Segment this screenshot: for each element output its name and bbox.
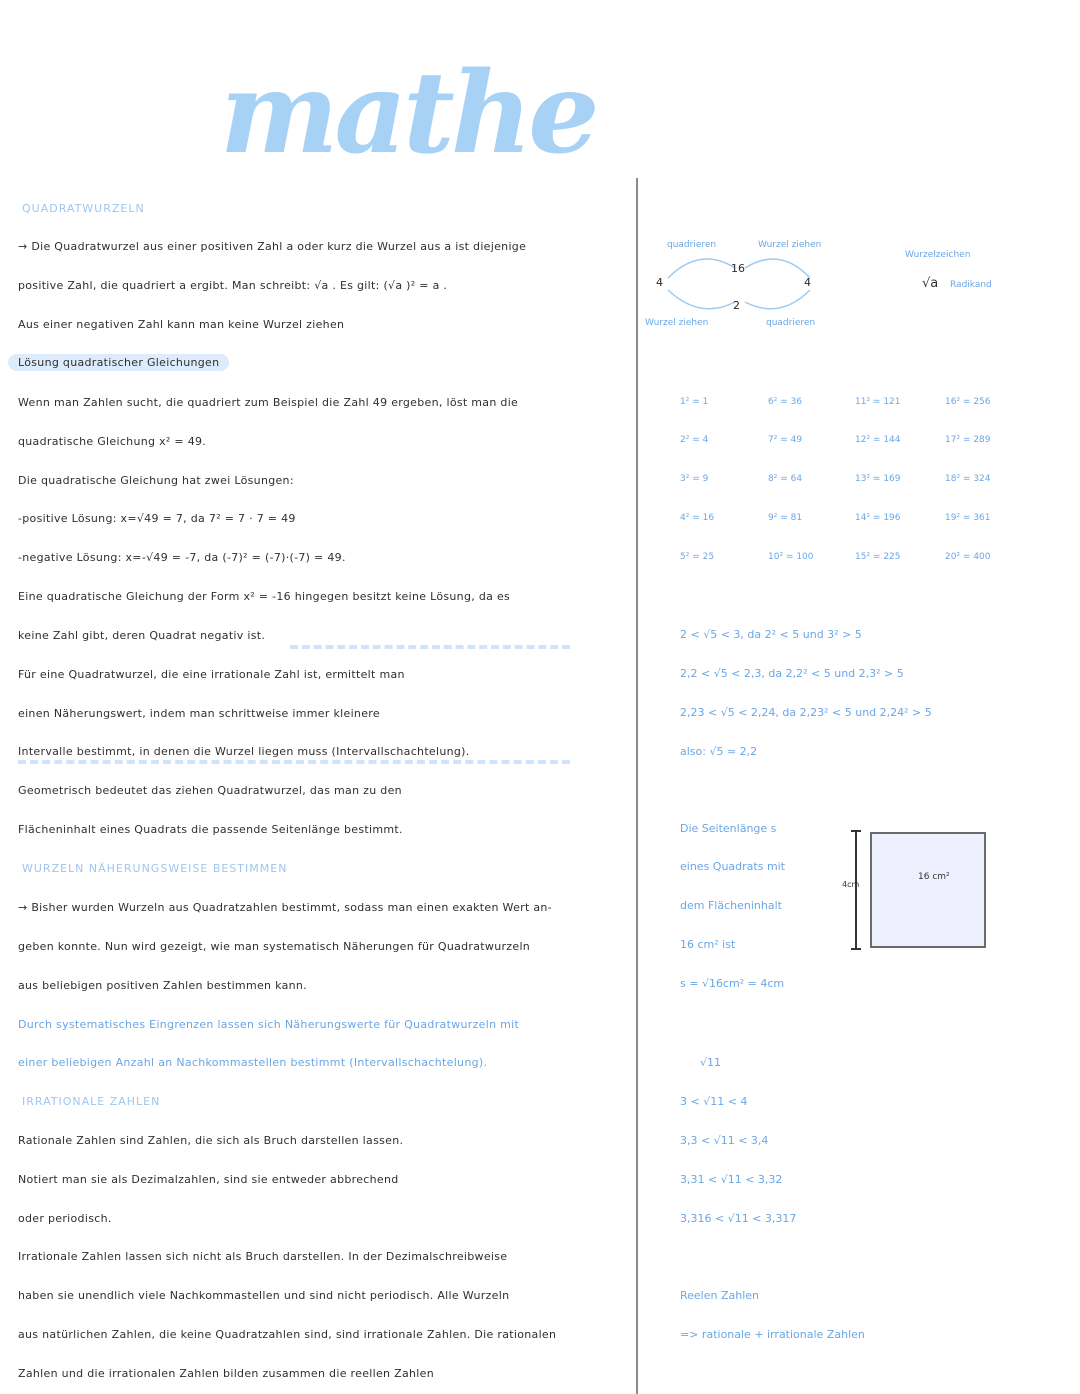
square-cell: 17² = 289 bbox=[945, 435, 991, 445]
text-line: Geometrisch bedeutet das ziehen Quadratwurzel, das man zu den bbox=[18, 784, 402, 797]
dashed-underline bbox=[290, 645, 570, 649]
page-title: mathe bbox=[220, 48, 596, 179]
reelle-zahlen-text: => rationale + irrationale Zahlen bbox=[680, 1328, 865, 1341]
label-wurzel-ziehen: Wurzel ziehen bbox=[758, 240, 822, 250]
square-cell: 3² = 9 bbox=[680, 474, 709, 484]
arrow-curve-top-right bbox=[745, 259, 810, 278]
text-line: aus natürlichen Zahlen, die keine Quadratzahlen sind, sind irrationale Zahlen. Die rationalen bbox=[18, 1328, 557, 1341]
text-line: oder periodisch. bbox=[18, 1212, 112, 1225]
text-line: Intervalle bestimmt, in denen die Wurzel liegen muss (Intervallschachtelung). bbox=[18, 745, 470, 758]
square-cell: 5² = 25 bbox=[680, 552, 715, 562]
text-line: Die quadratische Gleichung hat zwei Lösungen: bbox=[18, 474, 294, 487]
sqrt11-line: √11 bbox=[700, 1056, 722, 1069]
side-text: dem Flächeninhalt bbox=[680, 899, 782, 912]
label-radikand: Radikand bbox=[950, 280, 992, 290]
text-line: -positive Lösung: x=√49 = 7, da 7² = 7 · 7 = 49 bbox=[18, 512, 296, 525]
text-line: positive Zahl, die quadriert a ergibt. Man schreibt: √a . Es gilt: (√a )² = a . bbox=[18, 279, 448, 292]
arrow-curve-bottom-right bbox=[745, 290, 810, 309]
text-line: Durch systematisches Eingrenzen lassen sich Näherungswerte für Quadratwurzeln mit bbox=[18, 1018, 520, 1031]
square-cell: 18² = 324 bbox=[945, 474, 991, 484]
text-line: quadratische Gleichung x² = 49. bbox=[18, 435, 207, 448]
highlight-label: Lösung quadratischer Gleichungen bbox=[8, 354, 229, 371]
text-line: Für eine Quadratwurzel, die eine irrationale Zahl ist, ermittelt man bbox=[18, 668, 405, 681]
text-line: haben sie unendlich viele Nachkommastellen und sind nicht periodisch. Alle Wurzeln bbox=[18, 1289, 510, 1302]
text-line: einen Näherungswert, indem man schrittweise immer kleinere bbox=[18, 707, 380, 720]
heading-irrationale-zahlen: IRRATIONALE ZAHLEN bbox=[22, 1095, 161, 1108]
text-line: Notiert man sie als Dezimalzahlen, sind sie entweder abbrechend bbox=[18, 1173, 399, 1186]
text-line: keine Zahl gibt, deren Quadrat negativ ist. bbox=[18, 629, 266, 642]
side-text: Die Seitenlänge s bbox=[680, 822, 777, 835]
number-4: 4 bbox=[804, 276, 811, 289]
text-line: Zahlen und die irrationalen Zahlen bilden zusammen die reellen Zahlen bbox=[18, 1367, 434, 1380]
square-cell: 2² = 4 bbox=[680, 435, 709, 445]
text-line: aus beliebigen positiven Zahlen bestimmen kann. bbox=[18, 979, 307, 992]
sqrt11-line: 3,31 < √11 < 3,32 bbox=[680, 1173, 783, 1186]
label-wurzelzeichen: Wurzelzeichen bbox=[905, 250, 971, 260]
text-line: geben konnte. Nun wird gezeigt, wie man systematisch Näherungen für Quadratwurzeln bbox=[18, 940, 531, 953]
square-figure bbox=[870, 832, 986, 948]
square-cell: 16² = 256 bbox=[945, 397, 991, 407]
text-line: → Die Quadratwurzel aus einer positiven Zahl a oder kurz die Wurzel aus a ist diejenige bbox=[18, 240, 527, 253]
square-cell: 1² = 1 bbox=[680, 397, 709, 407]
arrow-curve-bottom-left bbox=[668, 290, 735, 309]
interval-line: 2 < √5 < 3, da 2² < 5 und 3² > 5 bbox=[680, 628, 862, 641]
square-cell: 7² = 49 bbox=[768, 435, 803, 445]
text-line: -negative Lösung: x=-√49 = -7, da (-7)² = (-7)·(-7) = 49. bbox=[18, 551, 346, 564]
square-cell: 4² = 16 bbox=[680, 513, 715, 523]
text-line: einer beliebigen Anzahl an Nachkommastellen bestimmt (Intervallschachtelung). bbox=[18, 1056, 488, 1069]
text-line: Irrationale Zahlen lassen sich nicht als Bruch darstellen. In der Dezimalschreibweise bbox=[18, 1250, 508, 1263]
sqrt-a: √a bbox=[922, 276, 939, 291]
square-cell: 10² = 100 bbox=[768, 552, 814, 562]
side-length-cap bbox=[851, 948, 861, 950]
side-text: eines Quadrats mit bbox=[680, 860, 786, 873]
label-quadrieren: quadrieren bbox=[766, 318, 816, 328]
square-cell: 8² = 64 bbox=[768, 474, 803, 484]
side-text: s = √16cm² = 4cm bbox=[680, 977, 785, 990]
dashed-underline bbox=[18, 760, 570, 764]
label-quadrieren: quadrieren bbox=[667, 240, 717, 250]
square-cell: 6² = 36 bbox=[768, 397, 803, 407]
interval-line: 2,2 < √5 < 2,3, da 2,2² < 5 und 2,3² > 5 bbox=[680, 667, 904, 680]
heading-naeherungsweise: WURZELN NÄHERUNGSWEISE BESTIMMEN bbox=[22, 862, 288, 875]
label-wurzel-ziehen: Wurzel ziehen bbox=[645, 318, 709, 328]
text-line: Eine quadratische Gleichung der Form x² = -16 hingegen besitzt keine Lösung, da es bbox=[18, 590, 511, 603]
column-divider bbox=[636, 178, 638, 1394]
square-cell: 9² = 81 bbox=[768, 513, 803, 523]
arrow-curve-top-left bbox=[668, 259, 735, 278]
interval-line: also: √5 ≈ 2,2 bbox=[680, 745, 758, 758]
heading-quadratwurzeln: QUADRATWURZELN bbox=[22, 202, 145, 215]
number-4: 4 bbox=[656, 276, 663, 289]
interval-line: 2,23 < √5 < 2,24, da 2,23² < 5 und 2,24² > 5 bbox=[680, 706, 932, 719]
square-cell: 13² = 169 bbox=[855, 474, 901, 484]
square-area-label: 16 cm² bbox=[918, 872, 950, 882]
number-16: 16 bbox=[731, 262, 745, 275]
square-cell: 11² = 121 bbox=[855, 397, 901, 407]
sqrt11-line: 3,316 < √11 < 3,317 bbox=[680, 1212, 797, 1225]
arrow-diagram bbox=[650, 250, 830, 320]
text-line: Wenn man Zahlen sucht, die quadriert zum Beispiel die Zahl 49 ergeben, löst man die bbox=[18, 396, 519, 409]
side-length-line bbox=[855, 830, 857, 950]
sqrt11-line: 3 < √11 < 4 bbox=[680, 1095, 748, 1108]
text-line: Rationale Zahlen sind Zahlen, die sich als Bruch darstellen lassen. bbox=[18, 1134, 404, 1147]
square-cell: 15² = 225 bbox=[855, 552, 901, 562]
reelle-zahlen-title: Reelen Zahlen bbox=[680, 1289, 760, 1302]
text-line: Flächeninhalt eines Quadrats die passende Seitenlänge bestimmt. bbox=[18, 823, 403, 836]
text-line: Aus einer negativen Zahl kann man keine Wurzel ziehen bbox=[18, 318, 345, 331]
number-2: 2 bbox=[733, 299, 740, 312]
square-cell: 14² = 196 bbox=[855, 513, 901, 523]
text-line: → Bisher wurden Wurzeln aus Quadratzahlen bestimmt, sodass man einen exakten Wert an- bbox=[18, 901, 552, 914]
side-length-label: 4cm bbox=[842, 880, 860, 889]
square-cell: 20² = 400 bbox=[945, 552, 991, 562]
square-cell: 19² = 361 bbox=[945, 513, 991, 523]
side-length-cap bbox=[851, 830, 861, 832]
sqrt11-line: 3,3 < √11 < 3,4 bbox=[680, 1134, 769, 1147]
square-cell: 12² = 144 bbox=[855, 435, 901, 445]
side-text: 16 cm² ist bbox=[680, 938, 736, 951]
